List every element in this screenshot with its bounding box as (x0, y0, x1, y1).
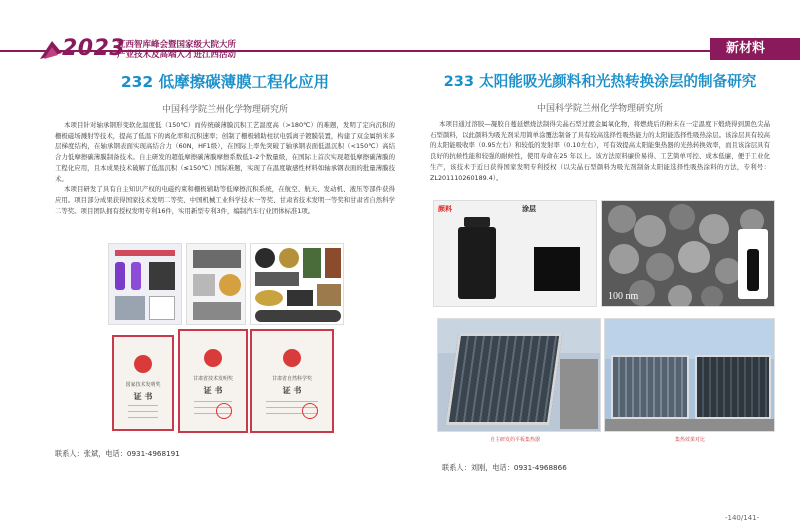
article-org: 中国科学院兰州化学物理研究所 (161, 105, 288, 115)
national-emblem-icon (204, 349, 222, 367)
national-emblem-icon (134, 355, 152, 373)
seal-icon (302, 403, 318, 419)
contact-info: 联系人：张斌，电话：0931-4968191 (55, 449, 180, 458)
photo-caption: 集热效果对比 (675, 437, 706, 443)
header-subtitle: 江西智库峰会暨国家级大院大所 产业技术及高端人才进江西活动 (117, 40, 237, 60)
inset-vial-photo (738, 229, 768, 299)
article-232 (55, 70, 395, 216)
national-emblem-icon (283, 349, 301, 367)
section-tag: 新材料 (710, 38, 800, 60)
page-number: -140/141- (725, 514, 760, 522)
label-coating: 涂层 (522, 205, 536, 213)
article-paragraph: 本项目研发了具有自主知识产权的电磁约束和栅极辅助等低摩擦沉积系统，在航空、航天、发动机、液压等部件获得应用。项目部分成果获得国家技术发明二等奖、中国机械工业科学技术一等奖、甘肃省技术发明一等奖和甘肃省自然科学二等奖。项目团队拥有授权发明专利16件，实用新型专利3件，编制汽车行业团体标准1项。 (55, 185, 395, 215)
certificate-image: 国家技术发明奖 证 书 (112, 335, 174, 431)
article-title: 232 低摩擦碳薄膜工程化应用 (120, 73, 330, 91)
article-paragraph: 本项目针对轴承钢形变软化温度低（150℃）而传统碳薄膜沉积工艺温度高（>180℃）的难题，发明了定向沉积的栅极磁场溅射等技术，提高了低温下的离化率和沉积速率；创制了栅极辅助柱状电弧离子镀膜装置，构建了双金属纳米多层梯度结构，在轴承钢表面实现高结合力（60N，HF1级），在国际上率先突破了轴承钢表面低温沉积（<150℃）高结合力低摩擦碳薄膜制备技术。自主研发的超低摩擦碳薄膜摩擦系数低1-2个数量级，在国际上首次实现超低摩擦碳薄膜的工程化应用，且本成果技术破解了低温沉积（≤150℃）国际难题，实现了在温度敏感性材料如轴承钢表面的批量薄膜技术。 (55, 121, 395, 183)
page-header (0, 38, 800, 60)
coating-equipment-image (108, 243, 182, 325)
product-figure-collage (108, 243, 344, 325)
pigment-coating-photo (433, 200, 597, 307)
label-pigment: 颜料 (438, 205, 452, 213)
article-org: 中国科学院兰州化学物理研究所 (536, 104, 663, 114)
flow-diagram-image (186, 243, 246, 325)
certificate-image: 甘肃省自然科学奖 证 书 (250, 329, 334, 433)
solar-collector-photo (437, 318, 601, 432)
scale-bar-label: 100 nm (608, 291, 639, 302)
header-year: 2023 (62, 36, 126, 61)
jar-lid (464, 217, 490, 227)
photo-caption: 自主研发的平板集热器 (490, 437, 541, 443)
collector-panel (446, 333, 563, 425)
pigment-jar (458, 227, 496, 299)
sem-micrograph (601, 200, 775, 307)
black-coating-sample (534, 247, 580, 291)
article-233 (430, 70, 770, 183)
certificate-image: 甘肃省技术发明奖 证 书 (178, 329, 248, 433)
contact-info: 联系人：刘刚，电话：0931-4968866 (442, 463, 567, 472)
article-title: 233 太阳能吸光颜料和光热转换涂层的制备研究 (443, 73, 757, 90)
seal-icon (216, 403, 232, 419)
summit-logo-icon (38, 39, 64, 61)
collector-panel (695, 355, 771, 419)
collector-panel (611, 355, 689, 419)
article-paragraph: 本项目通过溶胶—凝胶自蔓延燃烧法制得尖晶石型过渡金属氧化物，将燃烧后的粉末在一定温度下煅烧得到黑色尖晶石型颜料，以此颜料为吸光剂采用简单涂覆法制备了具有较高选择性吸热能力的太阳能选择性吸热涂层。该涂层具有较高的太阳能吸收率（0.95左右）和较低的发射率（0.10左右），可有效提高太阳能集热器的光热转换效率，而且该涂层具有良好的抗候性能和较强的耐候性，使用寿命在25 年以上。该方法原料廉价易得、工艺简单可控、成本低廉，便于工业化生产，该技术于近日获得国家发明专利授权（以尖晶石型颜料为吸光剂制备太阳能选择性吸热涂料的方法，专利号：ZL201110260189.4）。 (430, 120, 770, 182)
collector-comparison-photo (604, 318, 775, 432)
building-background (560, 359, 598, 429)
coated-parts-image (250, 243, 344, 325)
